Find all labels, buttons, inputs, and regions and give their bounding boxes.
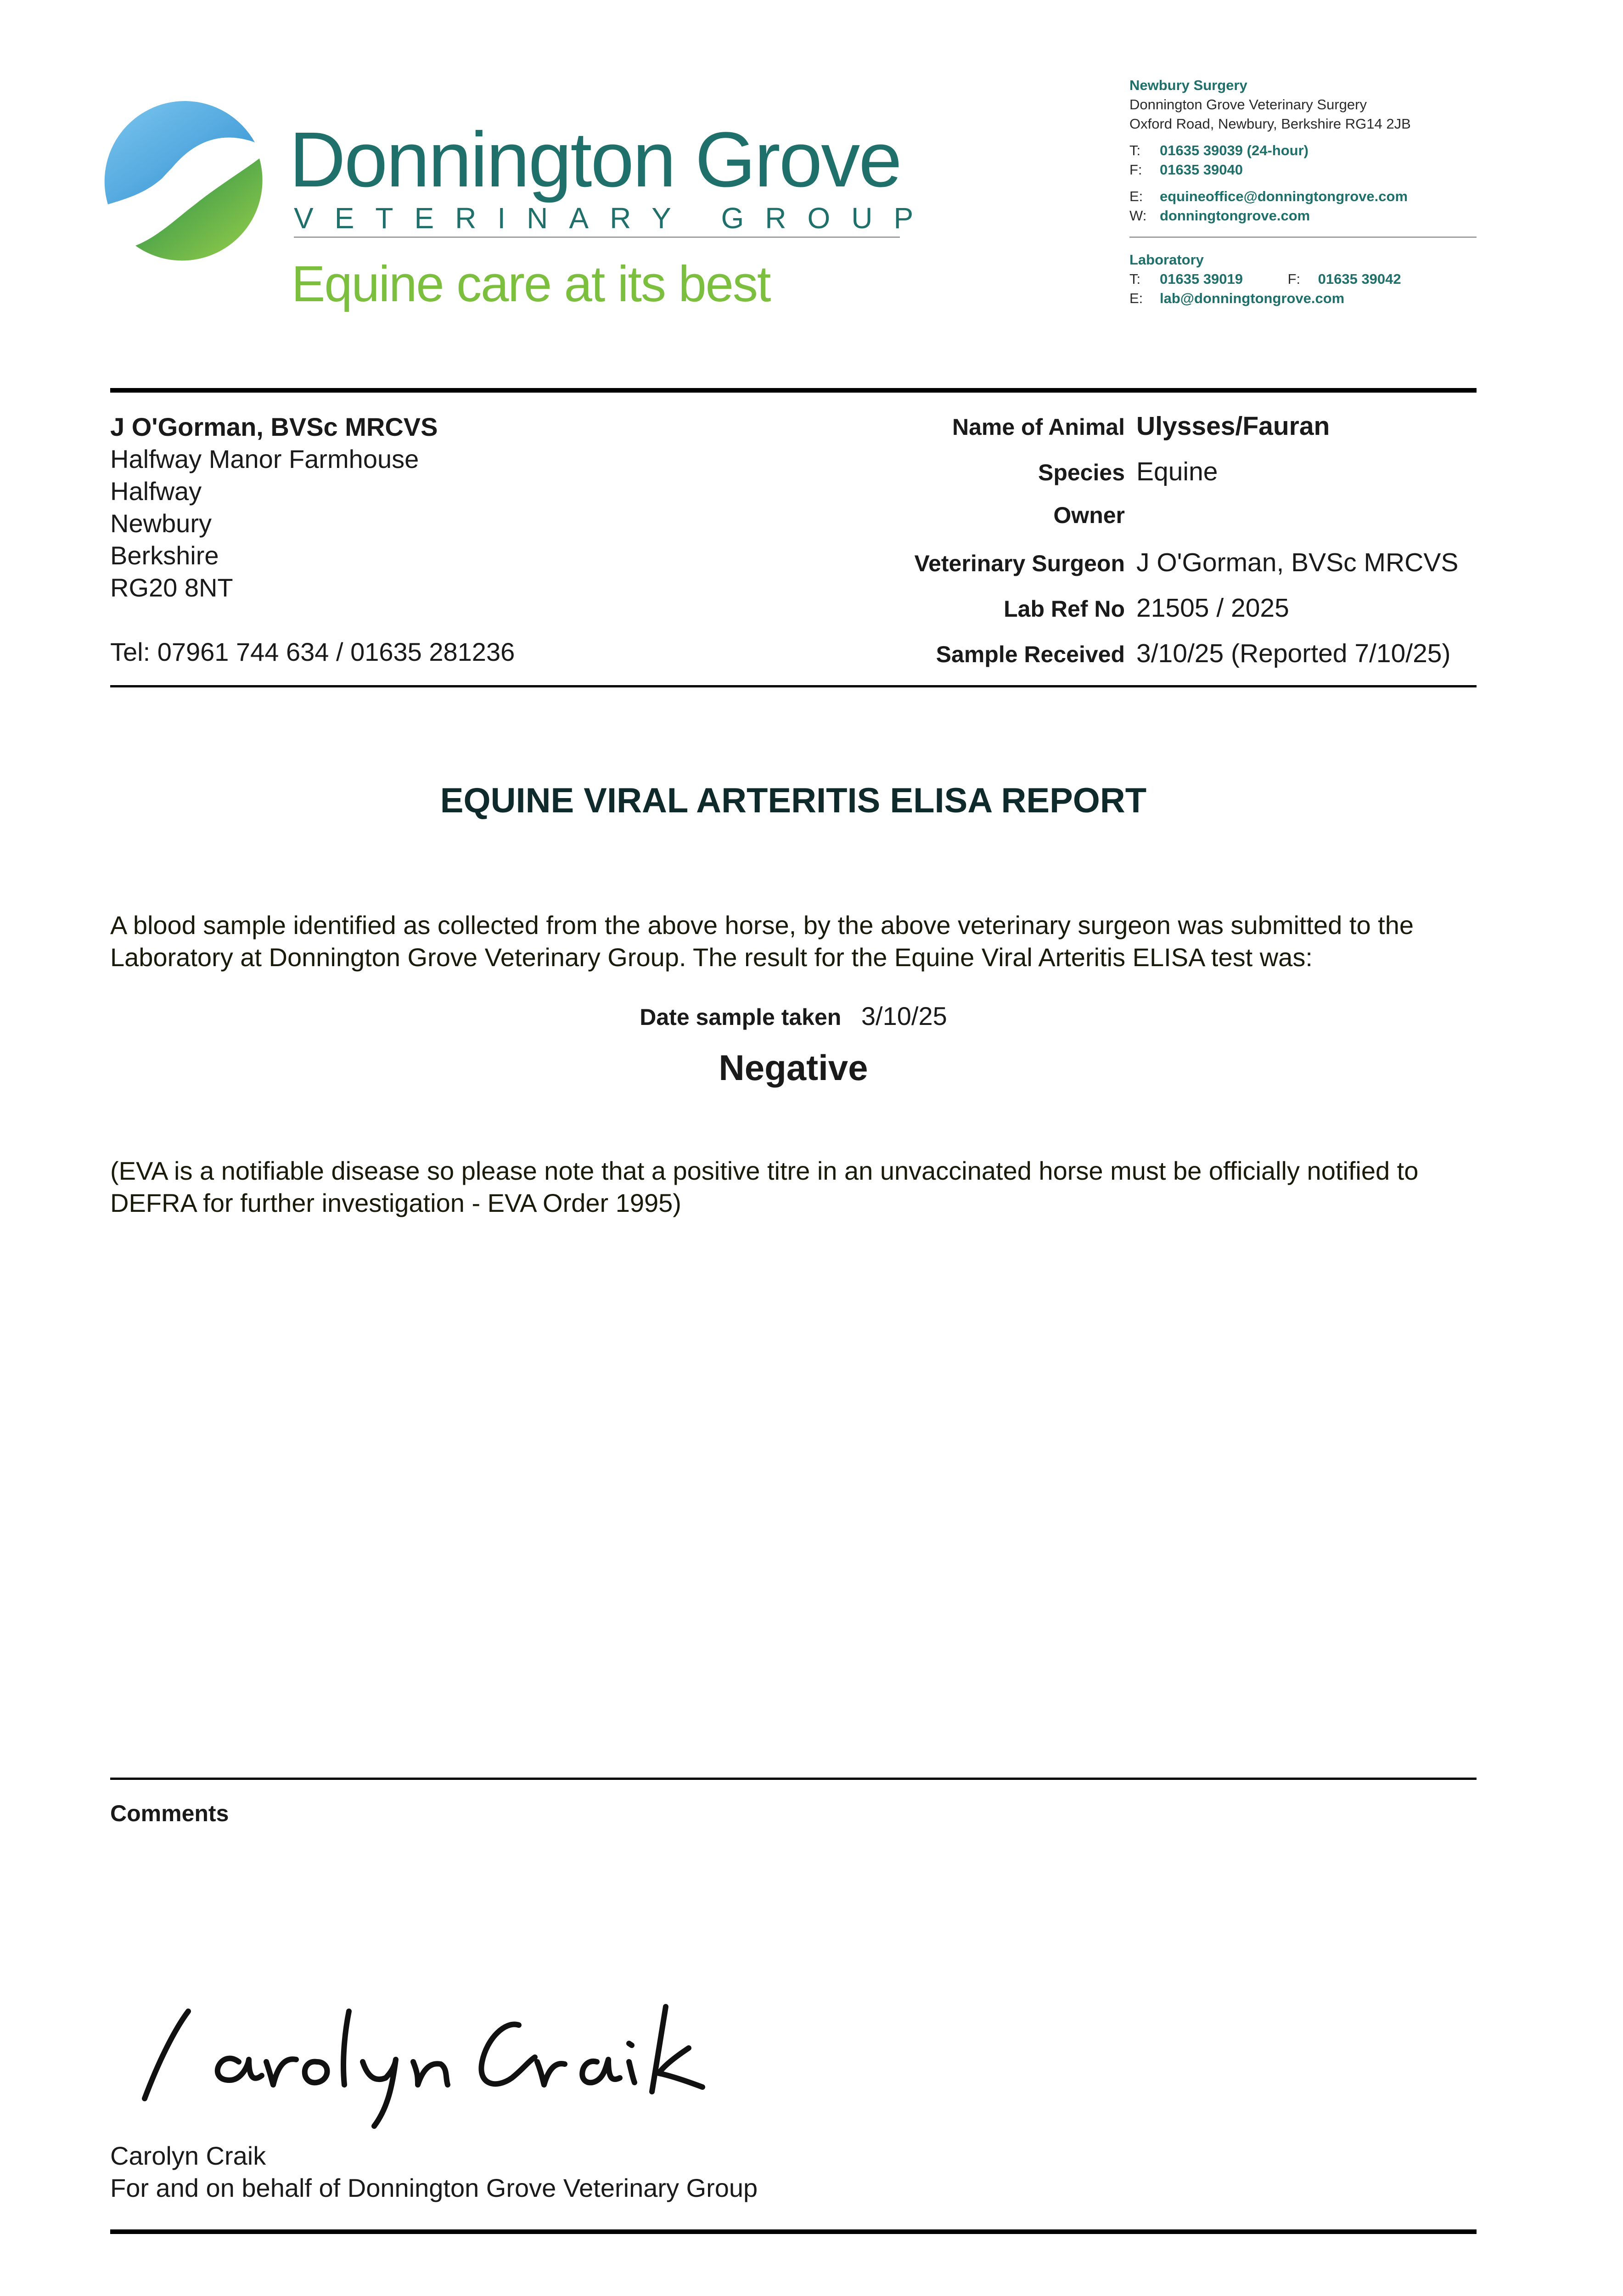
lab-ref-value: 21505 / 2025 [1136,593,1289,623]
laboratory-title: Laboratory [1129,252,1204,268]
org-subtitle: VETERINARY GROUP [294,202,935,235]
newbury-surgery-contact: Newbury Surgery Donnington Grove Veterinary Surgery Oxford Road, Newbury, Berkshire RG14 2JB T: 01635 39039 (24-hour) F: 01635 39040 E: equineoffice@donningtongrove.com W: donningtongrove.com [1129,76,1478,225]
newbury-surgery-title: Newbury Surgery [1129,77,1247,93]
address-line: RG20 8NT [110,573,233,602]
report-intro: A blood sample identified as collected from the above horse, by the above veterinary surgeon was submitted to the Laboratory at Donnington Grove Veterinary Group. The result for the Equine Viral Arteritis ELISA test was: [110,911,1414,972]
notifiable-note: (EVA is a notifiable disease so please note that a positive titre in an unvaccinated horse must be officially notified to DEFRA for further investigation - EVA Order 1995) [110,1156,1419,1217]
animal-name: Ulysses/Fauran [1136,411,1330,441]
signatory [110,2140,1028,2204]
recipient-name: J O'Gorman, BVSc MRCVS [110,412,438,441]
detail-row-species [689,456,1478,502]
detail-label: Lab Ref No [1004,596,1125,622]
address-line: Halfway Manor Farmhouse [110,445,419,473]
detail-row-lab-ref [689,593,1478,639]
recipient-phone: Tel: 07961 744 634 / 01635 281236 [110,637,515,666]
lab-fax: 01635 39042 [1318,271,1401,287]
org-name: Donnington Grove [289,116,901,203]
detail-label: Species [1038,460,1125,485]
horse-logo-icon [103,99,269,264]
comments-rule [110,1778,1477,1780]
header-divider [1129,236,1477,238]
detail-row-animal [689,411,1478,457]
lab-phone: 01635 39019 [1160,271,1243,287]
signatory-name: Carolyn Craik [110,2141,266,2170]
detail-label: Sample Received [936,642,1125,667]
date-value: 3/10/25 [861,1002,947,1030]
detail-row-owner [689,502,1478,548]
surgery-fax: 01635 39040 [1160,162,1243,178]
recipient-block [110,411,684,668]
details-rule [110,685,1477,687]
surgery-address-line1: Donnington Grove Veterinary Surgery [1129,96,1367,113]
top-rule [110,388,1477,393]
signatory-behalf: For and on behalf of Donnington Grove Veterinary Group [110,2173,758,2202]
surgery-email: equineoffice@donningtongrove.com [1160,188,1408,204]
detail-row-sample-received [689,638,1478,684]
logo [103,99,269,264]
surgeon-value: J O'Gorman, BVSc MRCVS [1136,548,1459,577]
signature-image [124,1993,721,2131]
address-line: Newbury [110,509,212,538]
lab-email: lab@donningtongrove.com [1160,290,1345,306]
logo-divider [294,236,900,238]
comments-label: Comments [110,1801,229,1826]
address-line: Halfway [110,477,202,506]
address-line: Berkshire [110,541,219,570]
sample-received-value: 3/10/25 (Reported 7/10/25) [1136,639,1451,668]
date-sample-taken [110,1001,1477,1031]
detail-label: Owner [1053,502,1125,528]
surgery-address-line2: Oxford Road, Newbury, Berkshire RG14 2JB [1129,116,1411,132]
report-title: EQUINE VIRAL ARTERITIS ELISA REPORT [440,781,1147,820]
bottom-rule [110,2229,1477,2234]
species-value: Equine [1136,457,1218,486]
detail-row-surgeon [689,547,1478,593]
date-label: Date sample taken [640,1004,842,1030]
laboratory-contact: Laboratory T: 01635 39019 F: 01635 39042 E: lab@donningtongrove.com [1129,250,1478,308]
surgery-phone: 01635 39039 (24-hour) [1160,142,1309,158]
surgery-website: donningtongrove.com [1160,208,1310,224]
detail-label: Name of Animal [952,414,1125,440]
signature [124,1993,721,2131]
detail-label: Veterinary Surgeon [914,551,1125,576]
test-result: Negative [719,1047,868,1088]
tagline: Equine care at its best [292,256,770,312]
